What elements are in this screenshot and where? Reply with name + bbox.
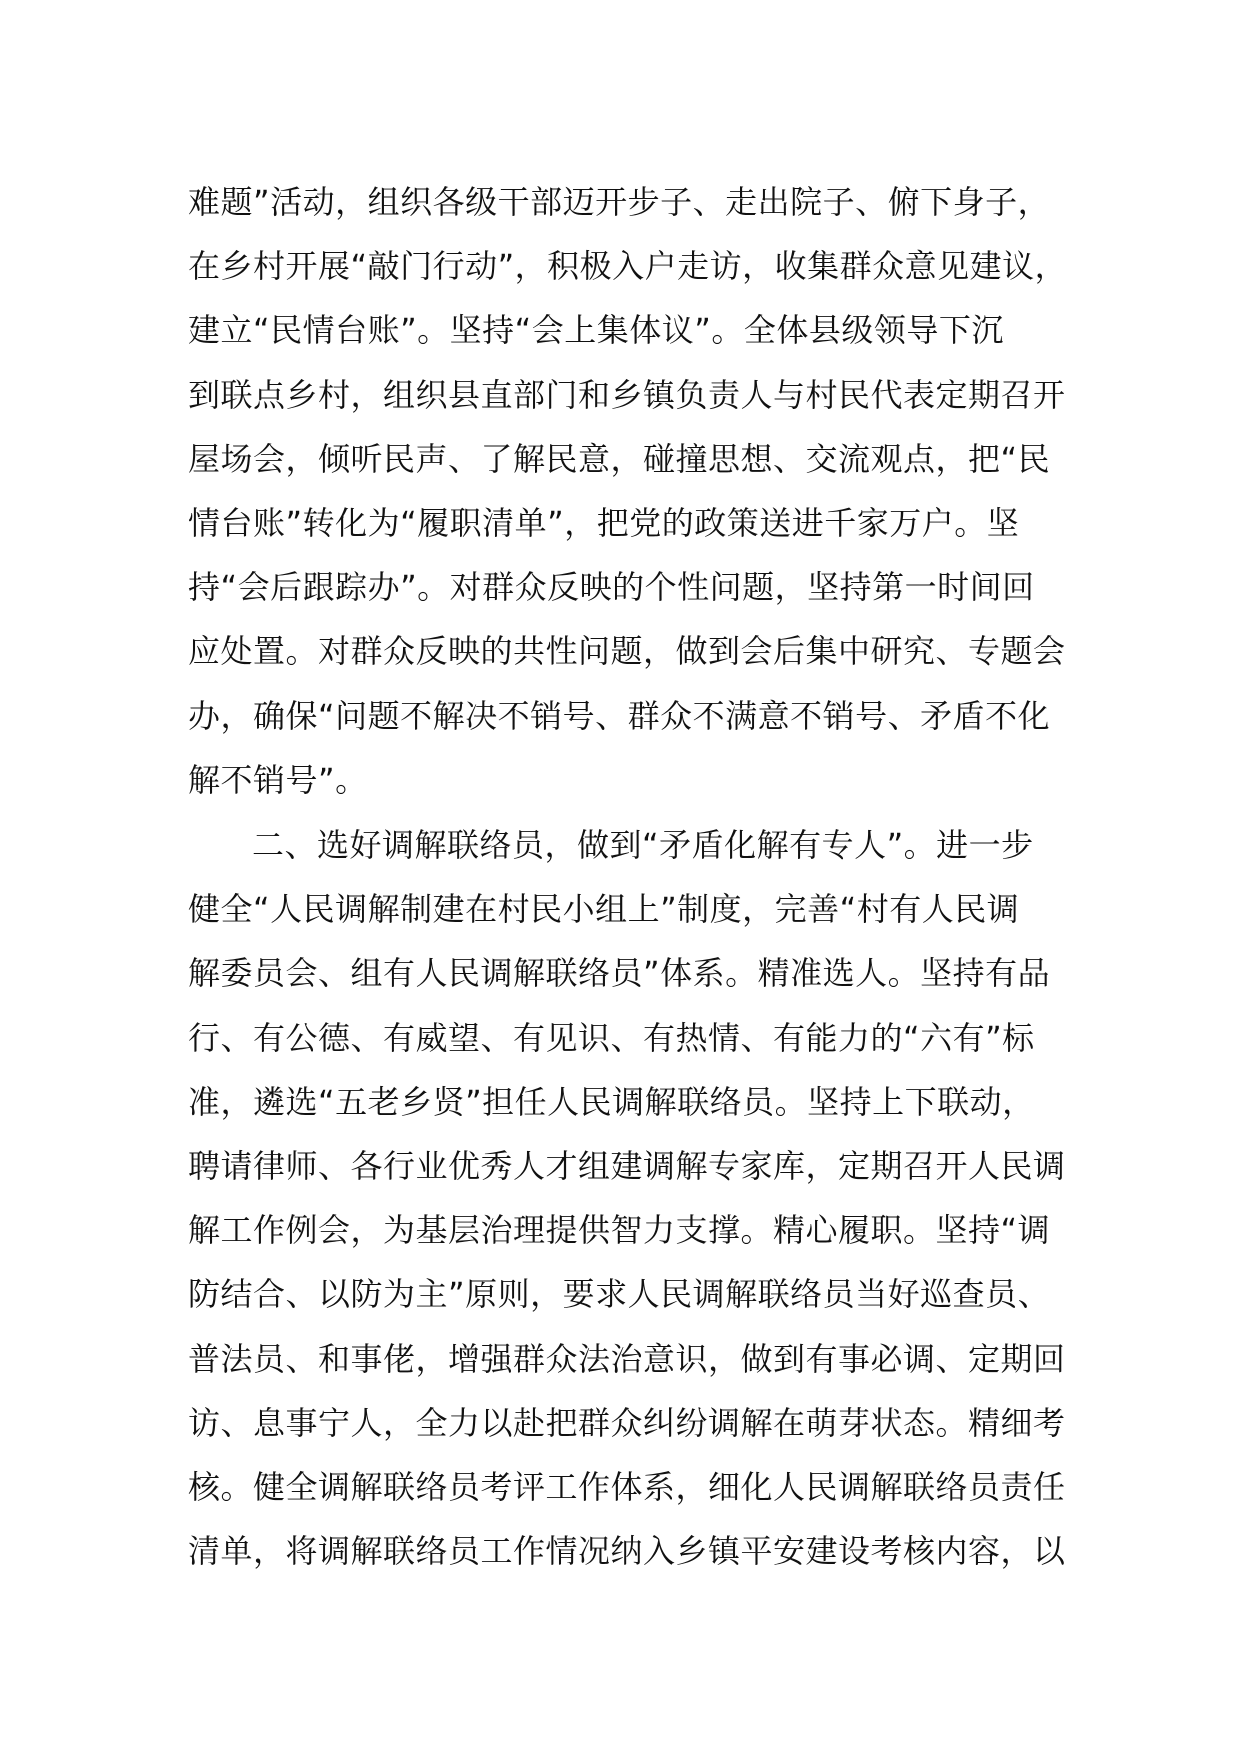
- text-line: 到联点乡村，组织县直部门和乡镇负责人与村民代表定期召开: [188, 375, 1066, 414]
- text-line: 聘请律师、各行业优秀人才组建调解专家库，定期召开人民调: [188, 1146, 1066, 1185]
- text-line: 应处置。对群众反映的共性问题，做到会后集中研究、专题会: [188, 632, 1066, 671]
- text-line: 健全“人民调解制建在村民小组上”制度，完善“村有人民调: [188, 890, 1020, 929]
- text-line: 核。健全调解联络员考评工作体系，细化人民调解联络员责任: [188, 1467, 1066, 1506]
- paragraph-continued: [188, 170, 1068, 812]
- text-line: 情台账”转化为“履职清单”，把党的政策送进千家万户。坚: [188, 503, 1020, 542]
- text-line: 访、息事宁人，全力以赴把群众纠纷调解在萌芽状态。精细考: [188, 1403, 1066, 1442]
- text-line: 在乡村开展“敲门行动”，积极入户走访，收集群众意见建议，: [188, 247, 1068, 286]
- text-line: 普法员、和事佬，增强群众法治意识，做到有事必调、定期回: [188, 1339, 1066, 1378]
- text-line: 准，遴选“五老乡贤”担任人民调解联络员。坚持上下联动，: [188, 1082, 1035, 1121]
- text-line: 难题”活动，组织各级干部迈开步子、走出院子、俯下身子，: [188, 183, 1051, 221]
- section-heading-line: 二、选好调解联络员，做到“矛盾化解有专人”。进一步: [252, 826, 1034, 864]
- section-two-paragraph: [188, 813, 1068, 1583]
- text-line: 屋场会，倾听民声、了解民意，碰撞思想、交流观点，把“民: [188, 439, 1051, 478]
- text-line: 办，确保“问题不解决不销号、群众不满意不销号、矛盾不化: [188, 696, 1051, 735]
- text-line: 建立“民情台账”。坚持“会上集体议”。全体县级领导下沉: [188, 311, 1004, 350]
- text-line: 解不销号”。: [188, 760, 368, 799]
- text-line: 解工作例会，为基层治理提供智力支撑。精心履职。坚持“调: [188, 1211, 1051, 1250]
- text-line: 解委员会、组有人民调解联络员”体系。精准选人。坚持有品: [188, 954, 1051, 993]
- text-line: 行、有公德、有威望、有见识、有热情、有能力的“六有”标: [188, 1018, 1035, 1057]
- text-line: 防结合、以防为主”原则，要求人民调解联络员当好巡查员、: [188, 1275, 1051, 1314]
- text-line: 持“会后跟踪办”。对群众反映的个性问题，坚持第一时间回: [188, 568, 1035, 607]
- text-line: 清单，将调解联络员工作情况纳入乡镇平安建设考核内容，以: [188, 1532, 1066, 1571]
